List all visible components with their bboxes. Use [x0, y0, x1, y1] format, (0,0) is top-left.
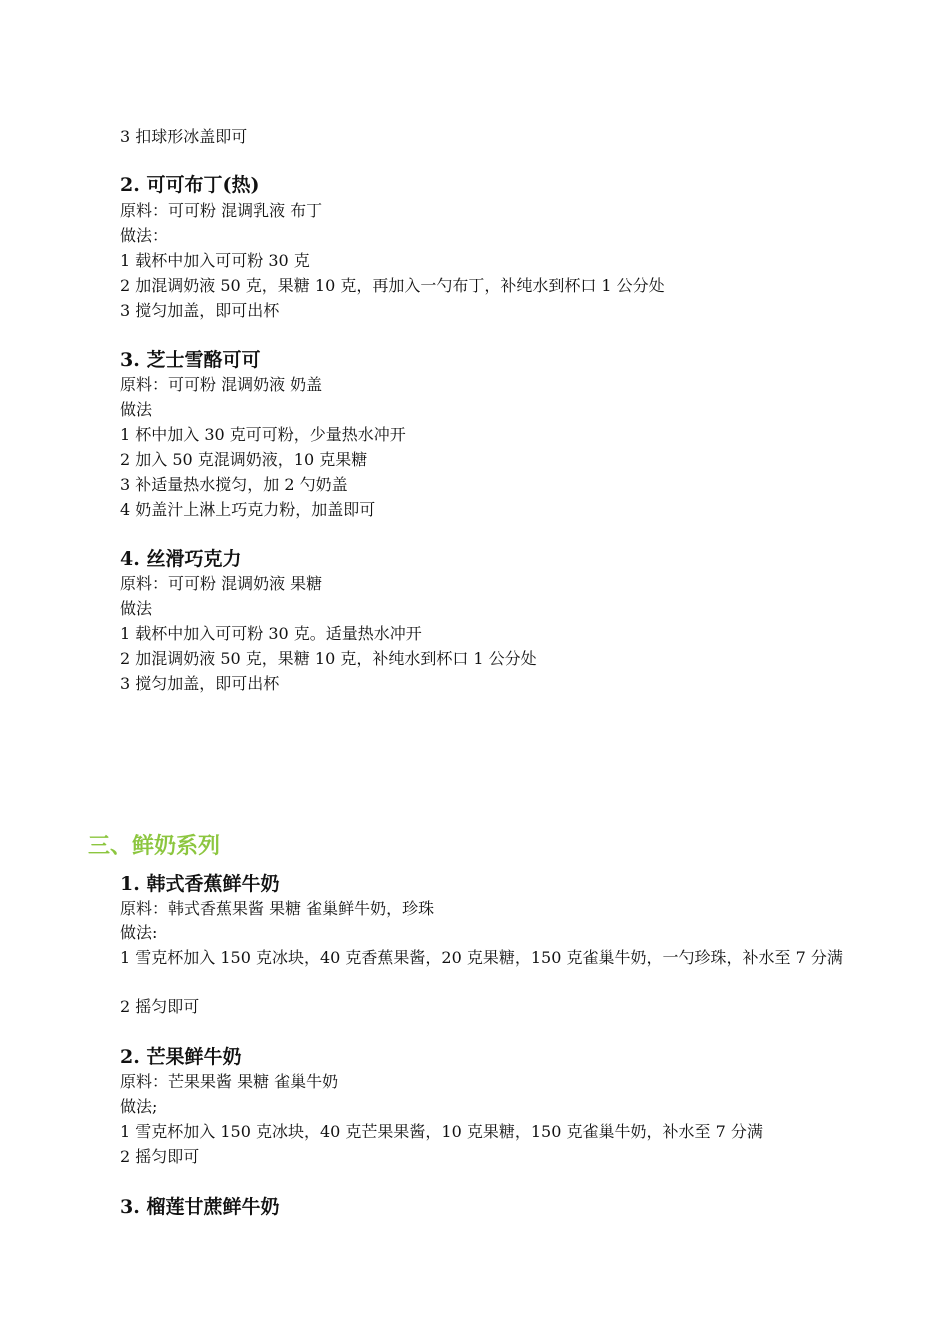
- recipe-method-label: 做法:: [120, 923, 158, 942]
- previous-step-text: 3 扣球形冰盖即可: [120, 127, 248, 146]
- recipe-step: 1 雪克杯加入 150 克冰块，40 克芒果果酱，10 克果糖，150 克雀巢牛奶，补水至 7 分满: [120, 1122, 763, 1141]
- recipe-ingredients: 原料：可可粉 混调奶液 果糖: [120, 574, 323, 593]
- recipe-ingredients: 原料：可可粉 混调奶液 奶盖: [120, 375, 323, 394]
- recipe-ingredients: 原料：芒果果酱 果糖 雀巢牛奶: [120, 1072, 339, 1091]
- recipe-step: 1 载杯中加入可可粉 30 克: [120, 251, 310, 270]
- recipe-ingredients: 原料：韩式香蕉果酱 果糖 雀巢鲜牛奶，珍珠: [120, 899, 435, 918]
- recipe-step: 2 加混调奶液 50 克，果糖 10 克，补纯水到杯口 1 公分处: [120, 649, 537, 668]
- recipe-step: 1 雪克杯加入 150 克冰块，40 克香蕉果酱，20 克果糖，150 克雀巢牛奶，一勺珍珠，补水至 7 分满: [120, 948, 843, 967]
- recipe-step: 1 杯中加入 30 克可可粉，少量热水冲开: [120, 425, 406, 444]
- recipe-title-silky-chocolate: 4. 丝滑巧克力: [120, 548, 242, 570]
- recipe-method-label: 做法：: [120, 226, 169, 245]
- recipe-step: 3 搅匀加盖，即可出杯: [120, 301, 280, 320]
- recipe-step: 4 奶盖汁上淋上巧克力粉，加盖即可: [120, 500, 376, 519]
- recipe-title-cheese-cocoa: 3. 芝士雪酪可可: [120, 349, 261, 371]
- recipe-ingredients: 原料：可可粉 混调乳液 布丁: [120, 201, 323, 220]
- recipe-title-cocoa-pudding: 2. 可可布丁(热): [120, 174, 260, 196]
- recipe-title-banana-milk: 1. 韩式香蕉鲜牛奶: [120, 873, 280, 895]
- recipe-method-label: 做法: [120, 599, 153, 618]
- recipe-step: 2 加混调奶液 50 克，果糖 10 克，再加入一勺布丁，补纯水到杯口 1 公分处: [120, 276, 665, 295]
- section-heading-fresh-milk: 三、鲜奶系列: [88, 833, 221, 859]
- recipe-method-label: 做法: [120, 400, 153, 419]
- recipe-step: 3 补适量热水搅匀，加 2 勺奶盖: [120, 475, 348, 494]
- recipe-title-durian-sugarcane-milk: 3. 榴莲甘蔗鲜牛奶: [120, 1196, 280, 1218]
- recipe-step: 2 摇匀即可: [120, 1147, 200, 1166]
- recipe-step: 3 搅匀加盖，即可出杯: [120, 674, 280, 693]
- recipe-step: 1 载杯中加入可可粉 30 克。适量热水冲开: [120, 624, 422, 643]
- recipe-title-mango-milk: 2. 芒果鲜牛奶: [120, 1046, 242, 1068]
- recipe-step: 2 加入 50 克混调奶液，10 克果糖: [120, 450, 368, 469]
- recipe-method-label: 做法;: [120, 1097, 158, 1116]
- recipe-step: 2 摇匀即可: [120, 997, 200, 1016]
